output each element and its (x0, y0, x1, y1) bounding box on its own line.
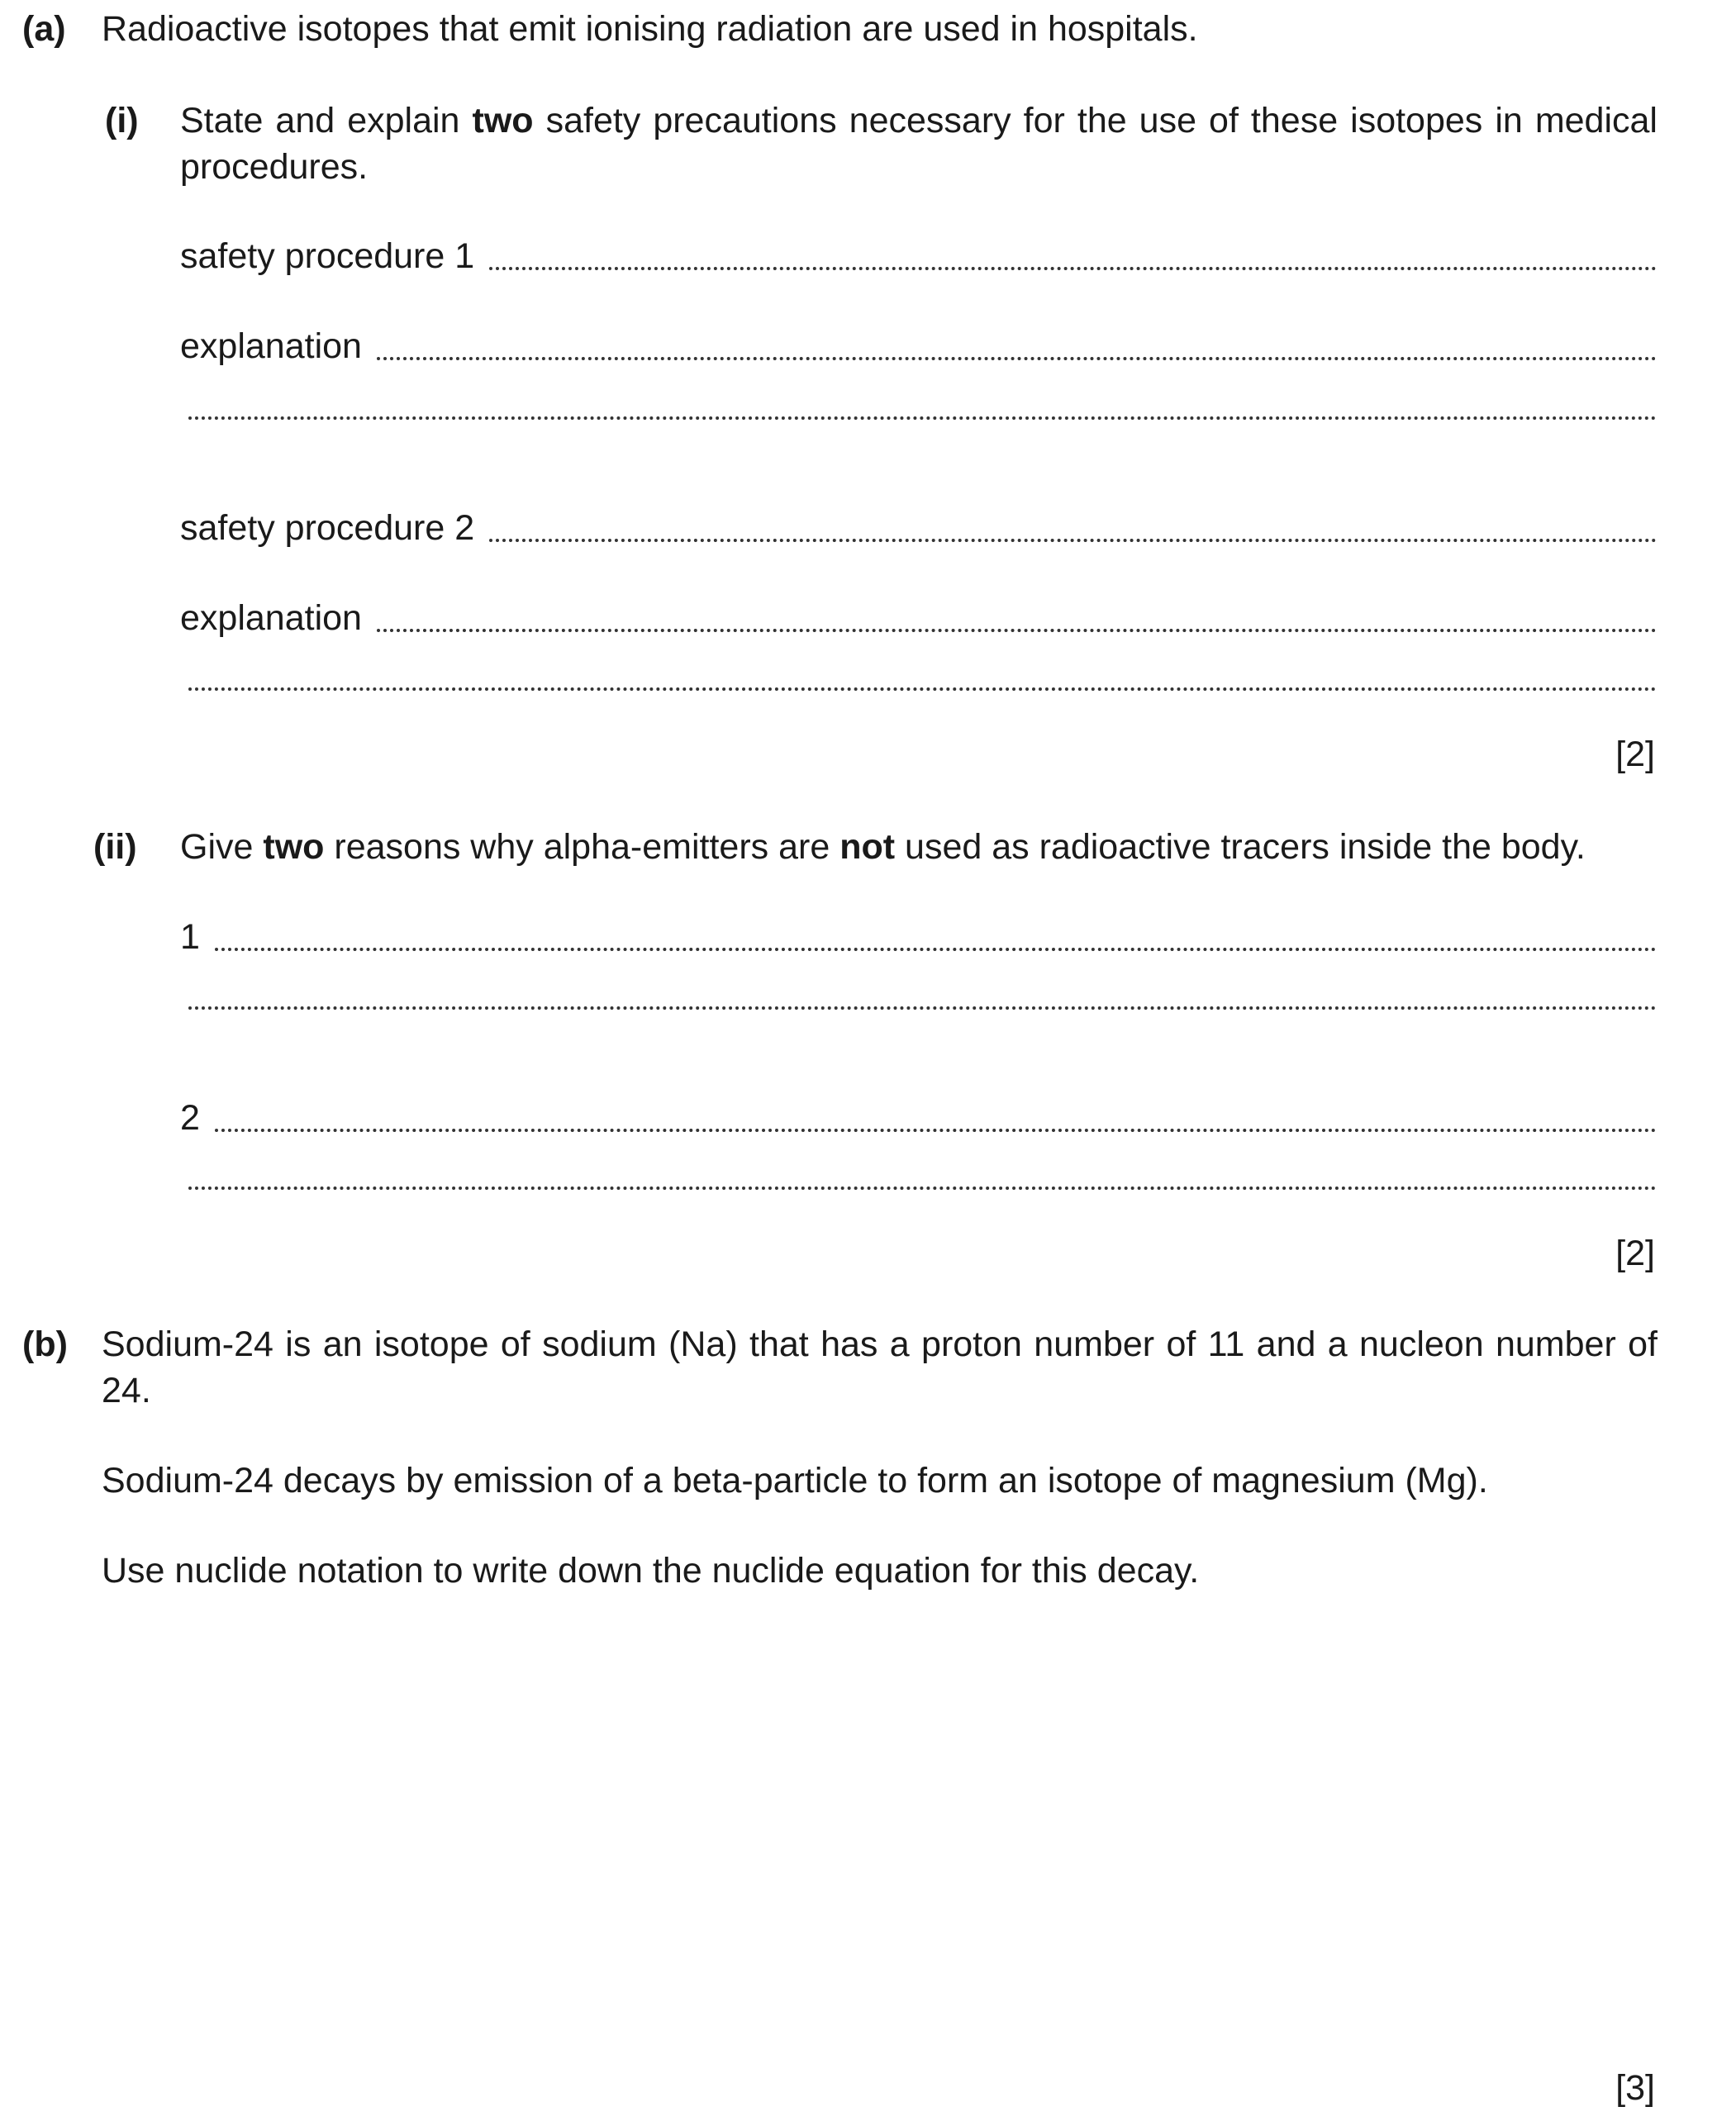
sub-ii-label: (ii) (93, 827, 137, 867)
sub-ii-prompt-a: Give (180, 827, 254, 867)
reason-1-label: 1 (180, 917, 200, 957)
answer-dotted-line[interactable] (215, 1129, 1657, 1132)
sub-ii-marks: [2] (1615, 1234, 1655, 1273)
explanation-1-continuation-line[interactable] (188, 416, 1657, 430)
safety-procedure-1-line[interactable] (180, 234, 1657, 280)
explanation-1-label: explanation (180, 326, 362, 366)
sub-i-prompt (180, 98, 1658, 191)
part-b-para-3: Use nuclide notation to write down the nuclide equation for this decay. (102, 1551, 1200, 1591)
sub-ii-prompt (180, 825, 1586, 871)
explanation-2-label: explanation (180, 598, 362, 638)
safety-procedure-2-line[interactable] (180, 506, 1657, 552)
safety-procedure-2-label: safety procedure 2 (180, 508, 475, 548)
part-a-intro: Radioactive isotopes that emit ionising radiation are used in hospitals. (102, 9, 1198, 49)
reason-2-continuation-line[interactable] (188, 1187, 1657, 1200)
answer-dotted-line[interactable] (377, 629, 1657, 632)
part-b-para-2: Sodium-24 decays by emission of a beta-particle to form an isotope of magnesium (Mg). (102, 1461, 1488, 1500)
sub-i-prompt-start: State and explain (180, 101, 460, 140)
part-a-label: (a) (22, 9, 66, 49)
answer-dotted-line[interactable] (188, 1187, 1657, 1190)
sub-i-label: (i) (105, 101, 139, 140)
part-b-marks: [3] (1615, 2068, 1655, 2108)
sub-i-marks: [2] (1615, 735, 1655, 774)
answer-space[interactable] (102, 1619, 1658, 2049)
sub-ii-prompt-bold-not: not (839, 827, 896, 867)
sub-ii-prompt-c: used as radioactive tracers inside the body. (905, 827, 1586, 867)
explanation-2-line[interactable] (180, 596, 1657, 642)
answer-dotted-line[interactable] (489, 267, 1657, 270)
reason-2-line[interactable] (180, 1096, 1657, 1142)
explanation-1-line[interactable] (180, 324, 1657, 370)
sub-ii-prompt-bold-two: two (263, 827, 325, 867)
answer-dotted-line[interactable] (489, 539, 1657, 542)
reason-1-line[interactable] (180, 915, 1657, 961)
sub-i-prompt-end: safety precautions necessary for the use of these isotopes in medical procedures. (180, 101, 1658, 187)
answer-dotted-line[interactable] (188, 1006, 1657, 1010)
safety-procedure-1-label: safety procedure 1 (180, 236, 475, 276)
answer-dotted-line[interactable] (377, 357, 1657, 360)
sub-ii-prompt-b: reasons why alpha-emitters are (334, 827, 830, 867)
answer-dotted-line[interactable] (188, 687, 1657, 691)
answer-dotted-line[interactable] (188, 416, 1657, 420)
answer-dotted-line[interactable] (215, 948, 1657, 951)
explanation-2-continuation-line[interactable] (188, 687, 1657, 701)
part-b-para-1: Sodium-24 is an isotope of sodium (Na) that has a proton number of 11 and a nucleon number of 24. (102, 1324, 1658, 1410)
reason-2-label: 2 (180, 1098, 200, 1138)
part-b-label: (b) (22, 1324, 68, 1364)
reason-1-continuation-line[interactable] (188, 1006, 1657, 1020)
sub-i-prompt-bold: two (472, 101, 534, 140)
